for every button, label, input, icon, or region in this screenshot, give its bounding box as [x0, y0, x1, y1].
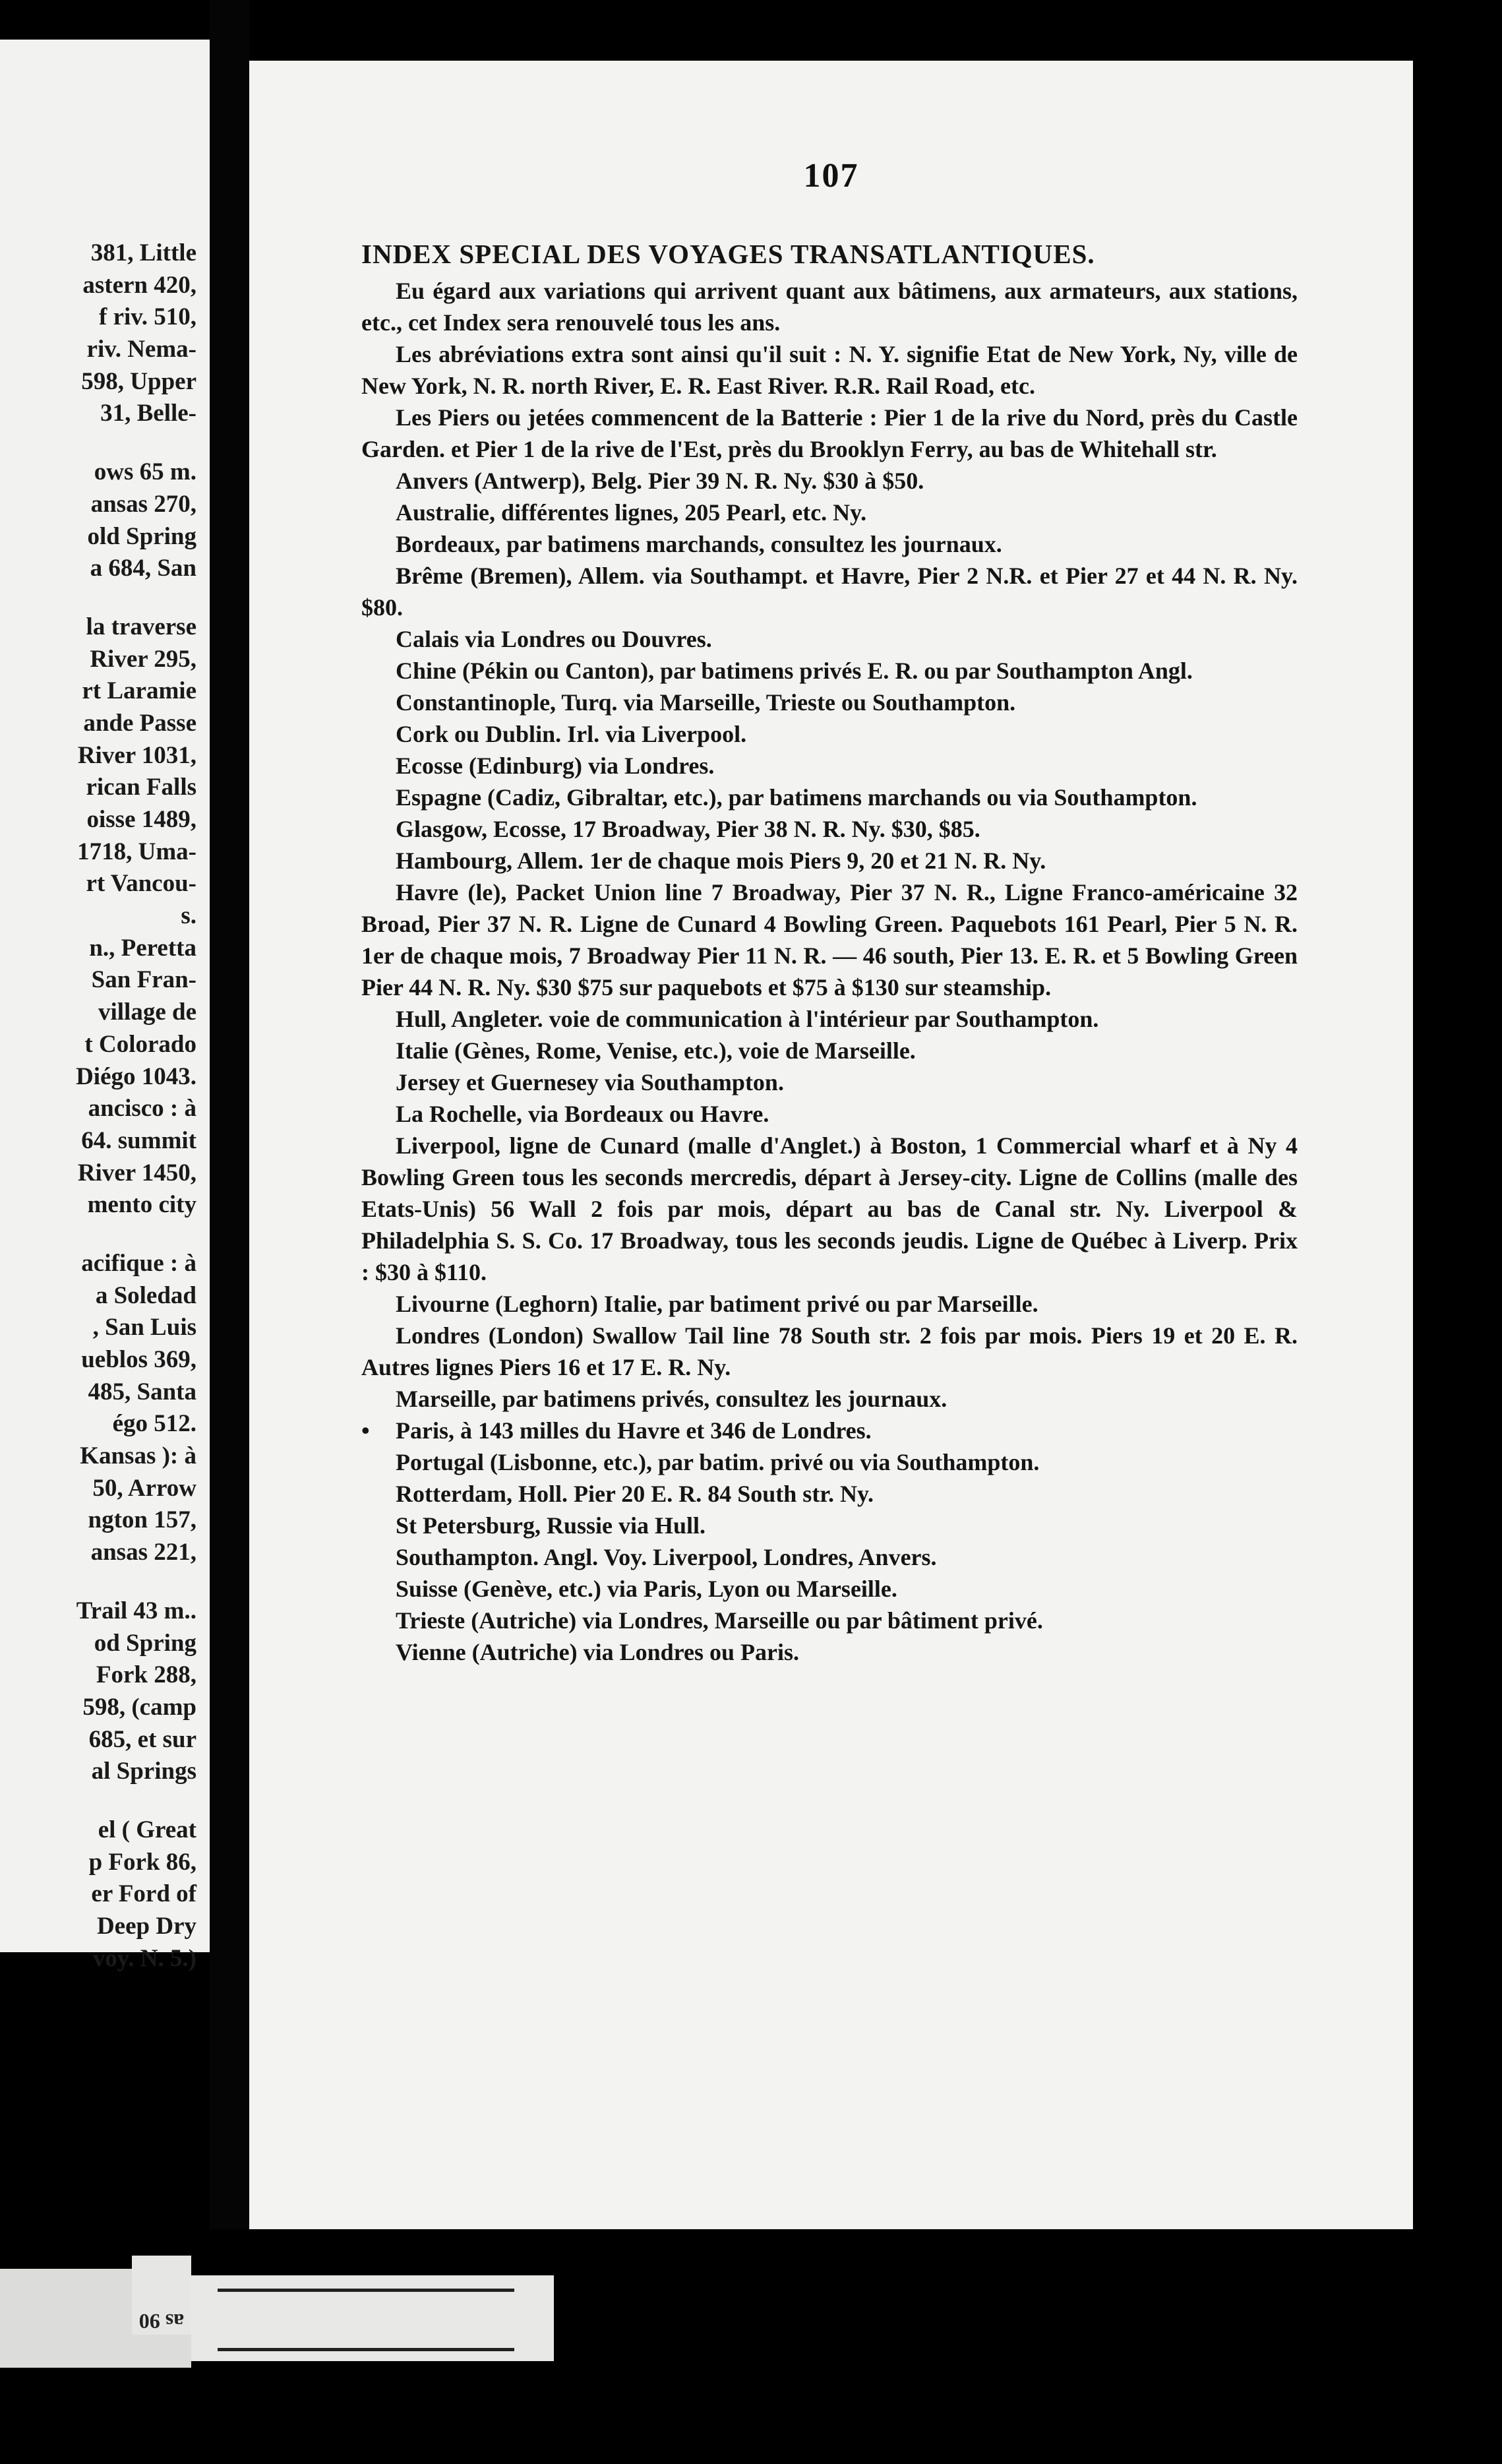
left-page-line: acifique : à	[81, 1249, 196, 1277]
destination-entry: Ecosse (Edinburg) via Londres.	[396, 753, 715, 779]
destination-entry: Hambourg, Allem. 1er de chaque mois Piers 9, 20 et 21 N. R. Ny.	[396, 847, 1046, 874]
left-page-line: Diégo 1043.	[76, 1063, 196, 1090]
left-page-line: Deep Dry	[96, 1913, 196, 1940]
left-page-line: 64. summit	[81, 1126, 196, 1154]
destination-entry: Portugal (Lisbonne, etc.), par batim. privé ou via Southampton.	[396, 1449, 1040, 1475]
left-page-line: el ( Great	[98, 1816, 196, 1843]
destination-entry: St Petersburg, Russie via Hull.	[396, 1512, 706, 1539]
left-page-line: Trail 43 m..	[76, 1597, 196, 1624]
left-page-line: oisse 1489,	[86, 806, 196, 833]
bullet-marker: •	[361, 1417, 370, 1444]
left-page-line: od Spring	[94, 1629, 196, 1657]
left-page-line: 598, (camp	[82, 1693, 196, 1721]
destination-entry: Glasgow, Ecosse, 17 Broadway, Pier 38 N. R. Ny. $30, $85.	[396, 816, 980, 842]
left-page-line: ansas 221,	[90, 1539, 196, 1566]
destination-entry: Southampton. Angl. Voy. Liverpool, Londres, Anvers.	[396, 1544, 937, 1570]
left-page-line: 485, Santa	[88, 1378, 196, 1405]
left-page-line: n., Peretta	[89, 934, 196, 962]
left-page-line: rican Falls	[86, 774, 196, 801]
left-page-line: , San Luis	[92, 1314, 196, 1341]
destination-entry: Jersey et Guernesey via Southampton.	[396, 1069, 784, 1095]
destination-entry: Chine (Pékin ou Canton), par batimens privés E. R. ou par Southampton Angl.	[396, 658, 1193, 684]
left-page-text-column	[0, 237, 196, 1975]
left-page-line: 50, Arrow	[92, 1474, 196, 1502]
destination-entry: Constantinople, Turq. via Marseille, Trieste ou Southampton.	[396, 689, 1016, 716]
page-number: 107	[803, 157, 859, 195]
stub-rule	[218, 2289, 514, 2292]
left-page-line: a 684, San	[90, 555, 196, 582]
left-page-line: 1718, Uma-	[77, 838, 196, 865]
left-page-line: voy. N. 5.)	[92, 1944, 196, 1972]
left-page-line: égo 512.	[112, 1410, 196, 1438]
left-page-line: t Colorado	[84, 1030, 196, 1058]
left-page-line: la traverse	[86, 613, 196, 640]
destination-entries	[361, 465, 1298, 1668]
left-page-line: f riv. 510,	[99, 303, 196, 331]
entry-text: Paris, à 143 milles du Havre et 346 de Londres.	[396, 1417, 872, 1444]
destination-entry: Suisse (Genève, etc.) via Paris, Lyon ou Marseille.	[396, 1576, 897, 1602]
left-page-line: ueblos 369,	[81, 1346, 196, 1373]
left-page-line: mento city	[87, 1191, 196, 1219]
left-page-line: 598, Upper	[81, 367, 196, 395]
page-content	[361, 235, 1298, 1668]
left-page-line: River 295,	[90, 645, 196, 673]
destination-entry: Cork ou Dublin. Irl. via Liverpool.	[396, 721, 747, 747]
left-page-line: astern 420,	[82, 271, 196, 299]
destination-entry: Rotterdam, Holl. Pier 20 E. R. 84 South str. Ny.	[396, 1481, 874, 1507]
left-page-line: village de	[98, 999, 196, 1026]
left-page-line	[0, 430, 196, 456]
left-page-line: p Fork 86,	[88, 1848, 196, 1876]
destination-entry: Bordeaux, par batimens marchands, consultez les journaux.	[396, 531, 1002, 557]
left-page-line: ngton 157,	[88, 1506, 196, 1534]
destination-entry: Liverpool, ligne de Cunard (malle d'Anglet.) à Boston, 1 Commercial wharf et à Ny 4 Bowling Green tous les seconds mercredis, départ à Jersey-city. Ligne de Collins (malle des Etats-Unis) 56 Wall 2 fois par mois, départ au bas de Canal str. Ny. Liverpool & Philadelphia S. S. Co. 17 Broadway, tous les seconds jeudis. Ligne de Québec à Liverp. Prix : $30 à $110.	[361, 1132, 1298, 1285]
intro-paragraph: Les Piers ou jetées commencent de la Batterie : Pier 1 de la rive du Nord, près du Castle Garden. et Pier 1 de la rive de l'Est, près du Brooklyn Ferry, au bas de Whitehall str.	[361, 404, 1298, 462]
destination-entry: Australie, différentes lignes, 205 Pearl, etc. Ny.	[396, 499, 867, 526]
destination-entry: Espagne (Cadiz, Gibraltar, etc.), par batimens marchands ou via Southampton.	[396, 784, 1197, 811]
destination-entry: Marseille, par batimens privés, consultez les journaux.	[396, 1386, 947, 1412]
destination-entry: Brême (Bremen), Allem. via Southampt. et Havre, Pier 2 N.R. et Pier 27 et 44 N. R. Ny. $80.	[361, 563, 1298, 621]
left-page-line: er Ford of	[91, 1880, 196, 1908]
left-page-line: River 1031,	[77, 741, 196, 769]
left-page-line: 685, et sur	[88, 1725, 196, 1753]
left-page-line: 381, Little	[90, 239, 196, 266]
destination-entry: La Rochelle, via Bordeaux ou Havre.	[396, 1101, 769, 1127]
intro-paragraph: Les abréviations extra sont ainsi qu'il suit : N. Y. signifie Etat de New York, Ny, ville de New York, N. R. north River, E. R. East River. R.R. Rail Road, etc.	[361, 341, 1298, 399]
stub-rule	[218, 2348, 514, 2351]
left-page-line	[0, 585, 196, 611]
left-page-line: 31, Belle-	[100, 400, 196, 427]
left-page-line: ows 65 m.	[94, 458, 196, 486]
left-page-line: al Springs	[91, 1758, 196, 1785]
left-page-fragment	[0, 40, 210, 1972]
left-page-line: Kansas ): à	[80, 1442, 196, 1470]
book-spine	[210, 0, 249, 2464]
destination-entry: Anvers (Antwerp), Belg. Pier 39 N. R. Ny. $30 à $50.	[396, 468, 924, 494]
destination-entry: Calais via Londres ou Douvres.	[396, 626, 712, 652]
destination-entry: Vienne (Autriche) via Londres ou Paris.	[396, 1639, 799, 1665]
left-page-line	[0, 1788, 196, 1814]
destination-entry: Havre (le), Packet Union line 7 Broadway, Pier 37 N. R., Ligne Franco-américaine 32 Broad, Pier 37 N. R. Ligne de Cunard 4 Bowling Green. Paquebots 161 Pearl, Pier 5 N. R. 1er de chaque mois, 7 Broadway Pier 11 N. R. — 46 south, Pier 13. E. R. et 5 Bowling Green Pier 44 N. R. Ny. $30 $75 sur paquebots et $75 à $130 sur steamship.	[361, 879, 1298, 1001]
destination-entry: Londres (London) Swallow Tail line 78 South str. 2 fois par mois. Piers 19 et 20 E. R. Autres lignes Piers 16 et 17 E. R. Ny.	[361, 1322, 1298, 1380]
destination-entry	[361, 1415, 1298, 1446]
destination-entry: Hull, Angleter. voie de communication à l'intérieur par Southampton.	[396, 1006, 1099, 1032]
left-page-line: rt Laramie	[82, 677, 196, 705]
destination-entry: Italie (Gènes, Rome, Venise, etc.), voie de Marseille.	[396, 1037, 916, 1064]
left-page-line: River 1450,	[77, 1159, 196, 1186]
destination-entry: Trieste (Autriche) via Londres, Marseille ou par bâtiment privé.	[396, 1607, 1043, 1634]
left-page-line: rt Vancou-	[86, 870, 196, 898]
stub-label: as 90	[132, 2256, 191, 2335]
left-page-line: old Spring	[87, 522, 196, 550]
left-page-line: ancisco : à	[88, 1095, 196, 1123]
left-page-line	[0, 1221, 196, 1248]
left-page-line: ande Passe	[83, 709, 196, 737]
left-page-line: riv. Nema-	[86, 336, 196, 363]
main-page	[249, 61, 1413, 2231]
left-page-line	[0, 1569, 196, 1595]
destination-entry: Livourne (Leghorn) Italie, par batiment privé ou par Marseille.	[396, 1291, 1038, 1317]
left-page-line: ansas 270,	[90, 490, 196, 518]
left-page-line: San Fran-	[91, 966, 196, 994]
intro-paragraph: Eu égard aux variations qui arrivent quant aux bâtimens, aux armateurs, aux stations, etc., cet Index sera renouvelé tous les ans.	[361, 278, 1298, 336]
left-page-line: Fork 288,	[96, 1661, 196, 1689]
index-title: INDEX SPECIAL DES VOYAGES TRANSATLANTIQUES.	[361, 239, 1095, 269]
left-page-line: a Soledad	[95, 1281, 196, 1309]
left-page-line: s.	[181, 902, 196, 930]
